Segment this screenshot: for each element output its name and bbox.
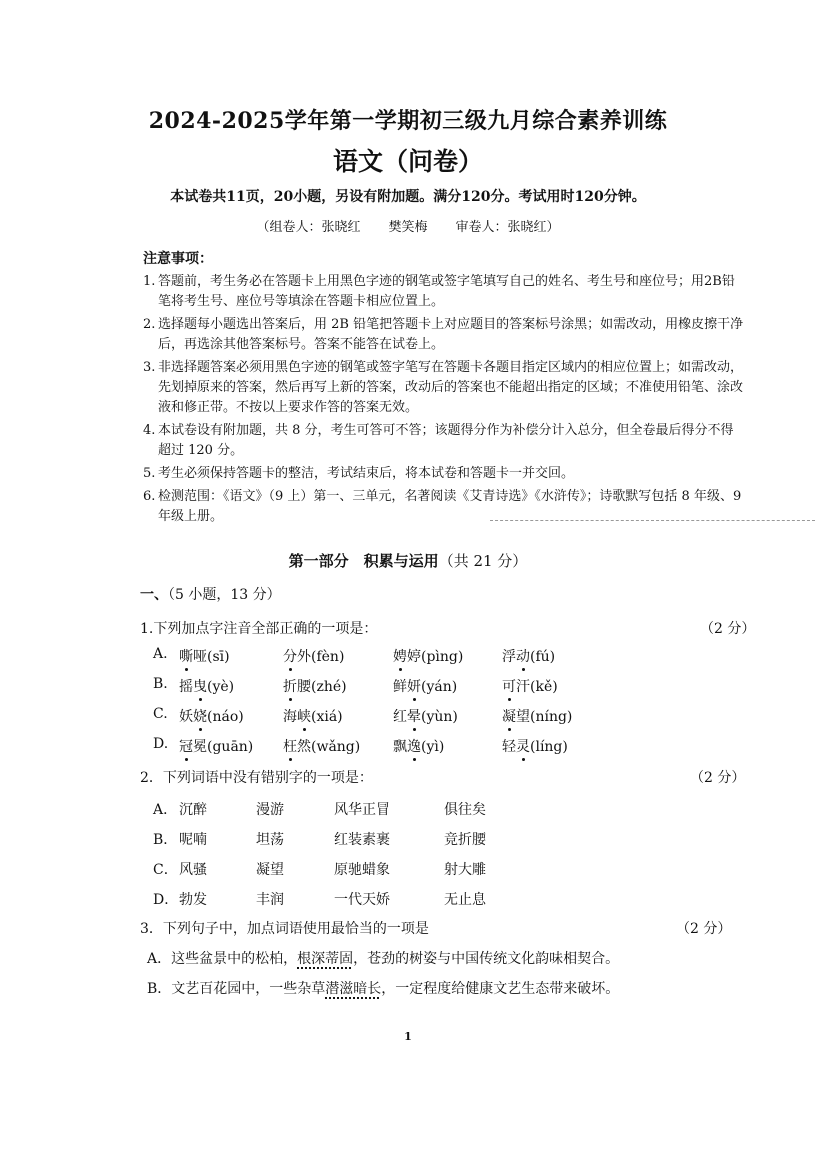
q2-word: 风华正冒: [334, 802, 390, 818]
q1-option-d-item: 轻灵(líng): [502, 736, 568, 756]
reviewer-label: 审卷人：张晓红）: [455, 220, 560, 235]
note-item: [143, 358, 745, 418]
part-score: （共 21 分）: [438, 552, 528, 570]
note-text: 选择题每小题选出答案后，用 2B 铅笔把答题卡上对应题目的答案标号涂黑；如需改动，用橡皮擦干净后，再选涂其他答案标号。答案不能答在试卷上。: [158, 317, 744, 352]
q1-option-d-label: D.: [153, 736, 169, 752]
note-text: 考生必须保持答题卡的整洁，考试结束后，将本试卷和答题卡一并交回。: [158, 466, 575, 481]
q1-option-a-item: 分外(fèn): [283, 646, 344, 666]
section-number: 一、: [140, 587, 168, 603]
exam-title: 2024-2025学年第一学期初三级九月综合素养训练: [148, 108, 668, 134]
q2-option-a-label: A．: [153, 802, 178, 818]
page-number: 1: [404, 1030, 412, 1043]
note-number: 2.: [143, 317, 156, 332]
note-item: [143, 464, 745, 484]
q2-word: 红装素裹: [334, 832, 390, 848]
dashed-divider: [490, 520, 815, 521]
question-3-score: （2 分）: [676, 921, 732, 937]
q3-option-b: B．文艺百花园中，一些杂草潜滋暗长，一定程度给健康文艺生态带来破坏。: [147, 981, 620, 997]
q1-option-c-item: 凝望(níng): [502, 706, 572, 726]
q1-option-b-item: 可汗(kě): [502, 676, 558, 696]
q2-word: 风骚: [179, 862, 207, 878]
q1-option-c-label: C.: [153, 706, 168, 722]
q3-option-a: A．这些盆景中的松柏，根深蒂固，苍劲的树姿与中国传统文化韵味相契合。: [147, 951, 620, 967]
q2-word: 俱往矣: [444, 802, 486, 818]
q2-word: 漫游: [256, 802, 284, 818]
question-1-stem: 1.下列加点字注音全部正确的一项是：: [140, 621, 378, 637]
q2-word: 原驰蜡象: [334, 862, 390, 878]
q2-option-d-label: D．: [153, 892, 179, 908]
note-item: [143, 272, 745, 312]
q3-option-b-label: B．: [147, 981, 172, 997]
q1-option-a-item: 浮动(fú): [502, 646, 555, 666]
q1-option-b-item: 摇曳(yè): [179, 676, 234, 696]
q1-option-b-label: B.: [153, 676, 168, 692]
q3-dotted-word: 潜滋暗长: [325, 981, 382, 997]
note-text: 非选择题答案必须用黑色字迹的钢笔或签字笔写在答题卡各题目指定区域内的相应位置上；如需改动，先划掉原来的答案，然后再写上新的答案，改动后的答案也不能超出指定的区域；不准使用铅笔、涂改液和修正带。不按以上要求作答的答案无效。: [158, 360, 744, 415]
note-number: 3.: [143, 360, 156, 375]
q2-word: 坦荡: [256, 832, 284, 848]
q2-option-c-label: C．: [153, 862, 178, 878]
q1-option-c-item: 红晕(yùn): [393, 706, 458, 726]
q1-option-d-item: 冠冕(guān): [179, 736, 253, 756]
q2-word: 射大雕: [444, 862, 486, 878]
q2-word: 丰润: [256, 892, 284, 908]
note-number: 6.: [143, 489, 156, 504]
part-title: [0, 550, 816, 571]
q3-dotted-word: 根深蒂固: [297, 951, 354, 967]
note-number: 1.: [143, 274, 156, 289]
q1-option-b-item: 折腰(zhé): [283, 676, 347, 696]
note-text: 答题前，考生务必在答题卡上用黑色字迹的钢笔或签字笔填写自己的姓名、考生号和座位号；用2B铅笔将考生号、座位号等填涂在答题卡相应位置上。: [158, 274, 735, 309]
part-title-text: 第一部分 积累与运用: [288, 552, 439, 570]
q2-word: 呢喃: [179, 832, 207, 848]
note-item: [143, 421, 745, 461]
q1-option-a-item: 娉婷(pìng): [393, 646, 463, 666]
q2-word: 竞折腰: [444, 832, 486, 848]
q2-word: 勃发: [179, 892, 207, 908]
question-1-score: （2 分）: [700, 621, 756, 637]
section-title: [140, 584, 281, 604]
note-number: 5.: [143, 466, 156, 481]
compiler-2: 樊笑梅: [388, 220, 428, 235]
q1-option-d-item: 飘逸(yì): [393, 736, 444, 756]
q1-option-a-label: A.: [153, 646, 168, 662]
q1-option-c-item: 妖娆(náo): [179, 706, 244, 726]
q1-option-b-item: 鲜妍(yán): [393, 676, 457, 696]
note-text: 检测范围：《语文》（9 上）第一、三单元，名著阅读《艾青诗选》《水浒传》；诗歌默写包括 8 年级、9 年级上册。: [158, 489, 742, 524]
note-number: 4.: [143, 423, 156, 438]
q1-option-d-item: 枉然(wǎng): [283, 736, 360, 756]
subject-title: 语文（问卷）: [332, 147, 483, 176]
question-2-score: （2 分）: [690, 770, 746, 786]
note-item: [143, 487, 745, 527]
notes-list: [143, 272, 745, 530]
q2-option-b-label: B．: [153, 832, 178, 848]
q3-option-a-label: A．: [147, 951, 172, 967]
note-item: [143, 315, 745, 355]
question-3-stem: 3．下列句子中，加点词语使用最恰当的一项是: [140, 921, 429, 937]
q1-option-a-item: 嘶哑(sī): [179, 646, 230, 666]
question-2-stem: 2．下列词语中没有错别字的一项是：: [140, 770, 373, 786]
exam-summary: 本试卷共11页，20小题，另设有附加题。满分120分。考试用时120分钟。: [170, 189, 646, 205]
q2-word: 无止息: [444, 892, 486, 908]
compiler-label: （组卷人：张晓红: [256, 220, 361, 235]
q2-word: 一代天娇: [334, 892, 390, 908]
note-text: 本试卷设有附加题，共 8 分，考生可答可不答；该题得分作为补偿分计入总分，但全卷最后得分不得超过 120 分。: [158, 423, 734, 458]
q1-option-c-item: 海峡(xiá): [283, 706, 343, 726]
section-score: （5 小题，13 分）: [168, 587, 281, 603]
notes-heading: 注意事项：: [143, 251, 213, 267]
q2-word: 沉醉: [179, 802, 207, 818]
q2-word: 凝望: [256, 862, 284, 878]
authors-line: [0, 216, 816, 235]
